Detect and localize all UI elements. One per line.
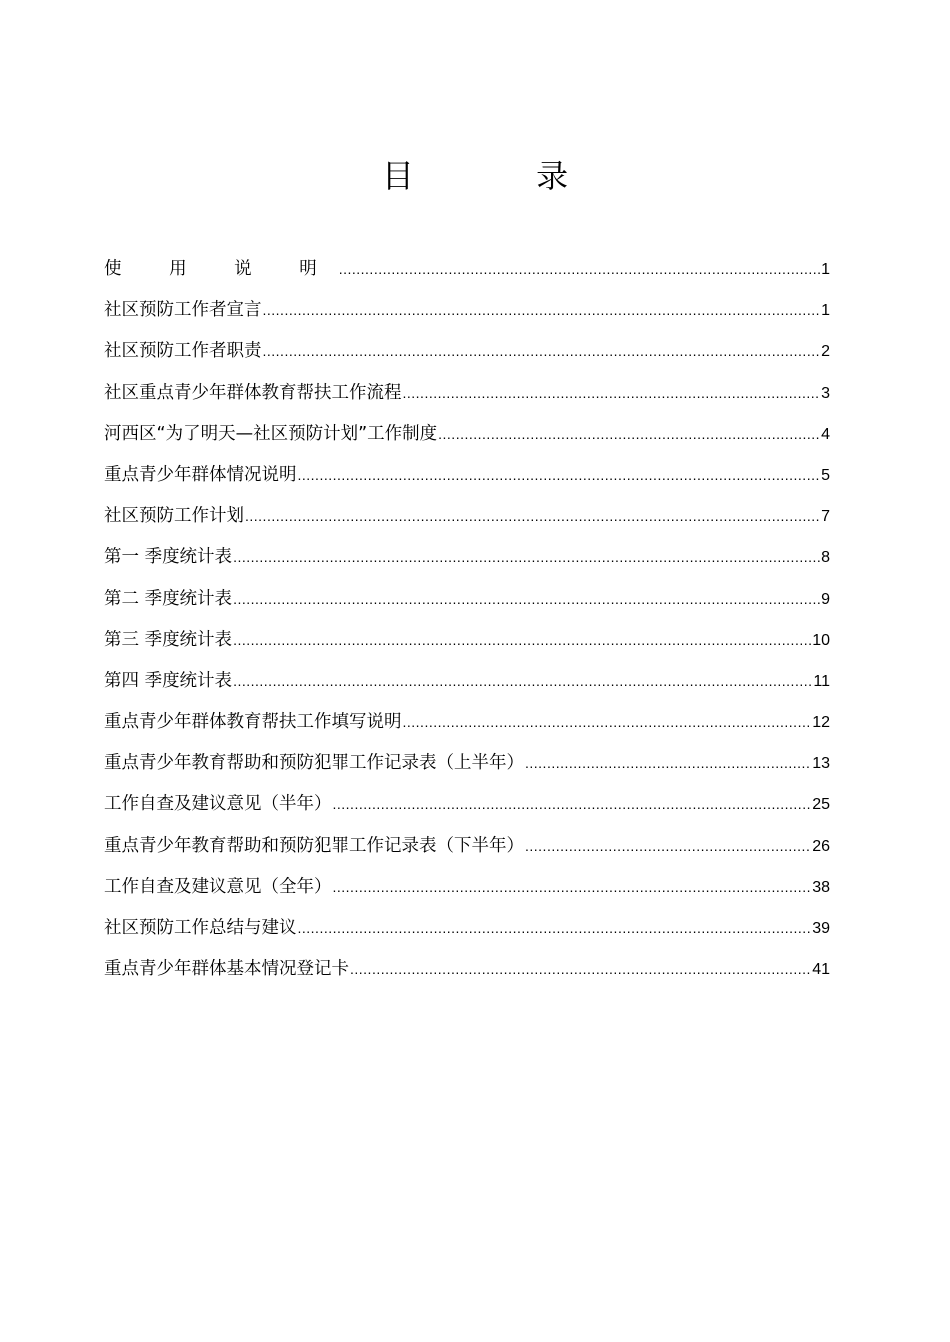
toc-entry[interactable]: [104, 746, 830, 787]
page-title: 目 录: [381, 157, 625, 195]
toc-leader-dots: [438, 417, 820, 451]
toc-entry-page: 4: [821, 425, 830, 443]
toc-leader-dots: [403, 376, 821, 410]
toc-entry-page: 12: [812, 714, 830, 732]
toc-entry-label: 第三 季度统计表: [104, 629, 233, 650]
toc-leader-dots: [233, 664, 812, 698]
toc-entry-label: 第四 季度统计表: [104, 670, 233, 691]
toc-entry-label: 重点青少年群体基本情况登记卡: [104, 959, 349, 980]
table-of-contents: [104, 252, 830, 993]
toc-entry-page: 26: [812, 837, 830, 855]
toc-entry-label: 社区预防工作者职责: [104, 341, 262, 362]
toc-entry-label: 重点青少年教育帮助和预防犯罪工作记录表（上半年）: [104, 753, 524, 774]
toc-leader-dots: [298, 911, 812, 945]
toc-entry-label: 第一 季度统计表: [104, 547, 233, 568]
toc-entry-label: 重点青少年群体情况说明: [104, 464, 297, 485]
toc-entry[interactable]: [104, 334, 830, 375]
toc-leader-dots: [233, 540, 820, 574]
toc-entry[interactable]: [104, 705, 830, 746]
toc-entry-page: 41: [812, 961, 830, 979]
toc-leader-dots: [233, 582, 820, 616]
toc-entry-label: 社区重点青少年群体教育帮扶工作流程: [104, 382, 402, 403]
toc-leader-dots: [298, 458, 821, 492]
toc-entry-label: 使 用 说 明: [104, 259, 338, 279]
toc-entry-label: 重点青少年教育帮助和预防犯罪工作记录表（下半年）: [104, 835, 524, 856]
toc-leader-dots: [245, 499, 820, 533]
toc-entry[interactable]: [104, 870, 830, 911]
toc-entry[interactable]: [104, 911, 830, 952]
toc-entry-page: 7: [821, 508, 830, 526]
toc-entry[interactable]: [104, 952, 830, 993]
toc-entry-page: 25: [812, 796, 830, 814]
toc-leader-dots: [333, 787, 812, 821]
toc-entry[interactable]: [104, 582, 830, 623]
toc-leader-dots: [263, 293, 821, 327]
toc-entry-page: 38: [812, 878, 830, 896]
toc-entry-page: 39: [812, 920, 830, 937]
toc-entry-label: 第二 季度统计表: [104, 588, 233, 609]
toc-entry[interactable]: [104, 499, 830, 540]
toc-leader-dots: [333, 870, 812, 904]
toc-entry-label: 工作自查及建议意见（全年）: [104, 876, 332, 897]
toc-leader-dots: [233, 623, 811, 657]
toc-entry-label: 社区预防工作者宣言: [104, 300, 262, 321]
toc-entry-page: 10: [812, 631, 830, 649]
toc-entry-label: 社区预防工作计划: [104, 506, 244, 527]
toc-entry-label: 河西区“为了明天—社区预防计划”工作制度: [104, 423, 438, 444]
toc-entry[interactable]: [104, 664, 830, 705]
toc-entry-page: 13: [812, 755, 830, 773]
toc-entry-page: 1: [821, 261, 830, 278]
toc-leader-dots: [350, 952, 811, 986]
toc-entry-page: 8: [821, 549, 830, 567]
toc-entry-page: 1: [821, 302, 830, 320]
toc-entry-page: 5: [821, 466, 830, 484]
toc-entry[interactable]: [104, 540, 830, 581]
toc-entry-page: 2: [821, 343, 830, 361]
toc-entry-label: 重点青少年群体教育帮扶工作填写说明: [104, 712, 402, 733]
toc-leader-dots: [525, 829, 811, 863]
toc-entry[interactable]: [104, 829, 830, 870]
toc-entry-page: 3: [821, 384, 830, 402]
toc-entry[interactable]: [104, 458, 830, 499]
toc-leader-dots: [339, 252, 820, 286]
toc-entry-page: 9: [821, 590, 830, 608]
toc-entry-label: 社区预防工作总结与建议: [104, 918, 297, 938]
toc-entry[interactable]: [104, 376, 830, 417]
toc-entry[interactable]: [104, 417, 830, 458]
toc-entry[interactable]: [104, 623, 830, 664]
toc-entry-label: 工作自查及建议意见（半年）: [104, 794, 332, 815]
toc-leader-dots: [263, 334, 821, 368]
toc-entry[interactable]: [104, 252, 830, 293]
toc-leader-dots: [403, 705, 812, 739]
toc-entry-page: 11: [813, 672, 830, 690]
toc-entry[interactable]: [104, 787, 830, 828]
toc-leader-dots: [525, 746, 811, 780]
toc-entry[interactable]: [104, 293, 830, 334]
